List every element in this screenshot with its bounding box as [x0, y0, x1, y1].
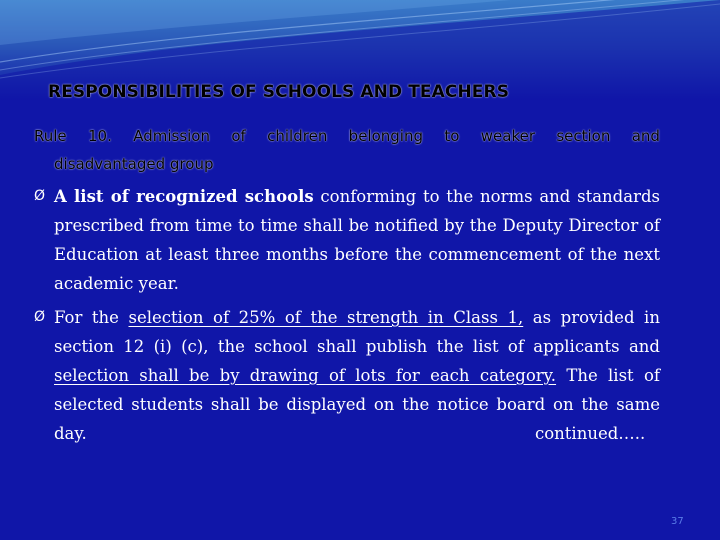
rule-word: Admission — [133, 127, 210, 145]
bullet-body-text: conforming to the norms and standards prescribed from time to time shall be notified by the Deputy Director of Education at least three months before the commencement of the next academic year. — [54, 187, 660, 293]
rule-heading — [34, 122, 660, 178]
bullet-bold-text: A list of recognized schools — [54, 187, 314, 206]
underlined-text: selection shall be by drawing of lots for each category. — [54, 366, 557, 385]
bullet-body-text: The list of selected students shall be displayed on the notice board on the same day. — [54, 366, 660, 443]
bullet-body-text: as provided in section 12 (i) (c), the school shall publish the list of applicants and — [54, 308, 660, 356]
rule-word: belonging — [348, 127, 423, 145]
rule-heading-line1 — [34, 122, 660, 150]
rule-word: 10. — [88, 127, 112, 145]
rule-word: of — [231, 127, 246, 145]
rule-word: section — [556, 127, 611, 145]
bullet-arrow-icon: Ø — [34, 309, 46, 325]
rule-heading-line2: disadvantaged group — [54, 155, 214, 173]
rule-word: Rule — [34, 127, 67, 145]
rule-word: and — [631, 127, 660, 145]
slide-title: RESPONSIBILITIES OF SCHOOLS AND TEACHERS — [48, 82, 510, 102]
bullet-body-text: For the — [54, 308, 129, 327]
rule-word: children — [267, 127, 328, 145]
rule-word: weaker — [480, 127, 535, 145]
bullet-text — [54, 182, 660, 298]
page-number: 37 — [671, 516, 684, 527]
rule-word: to — [444, 127, 460, 145]
bullet-recognized-schools — [34, 182, 660, 298]
underlined-text: selection of 25% of the strength in Class 1, — [128, 308, 524, 327]
bullet-arrow-icon: Ø — [34, 188, 46, 204]
continued-note: continued….. — [535, 424, 646, 443]
